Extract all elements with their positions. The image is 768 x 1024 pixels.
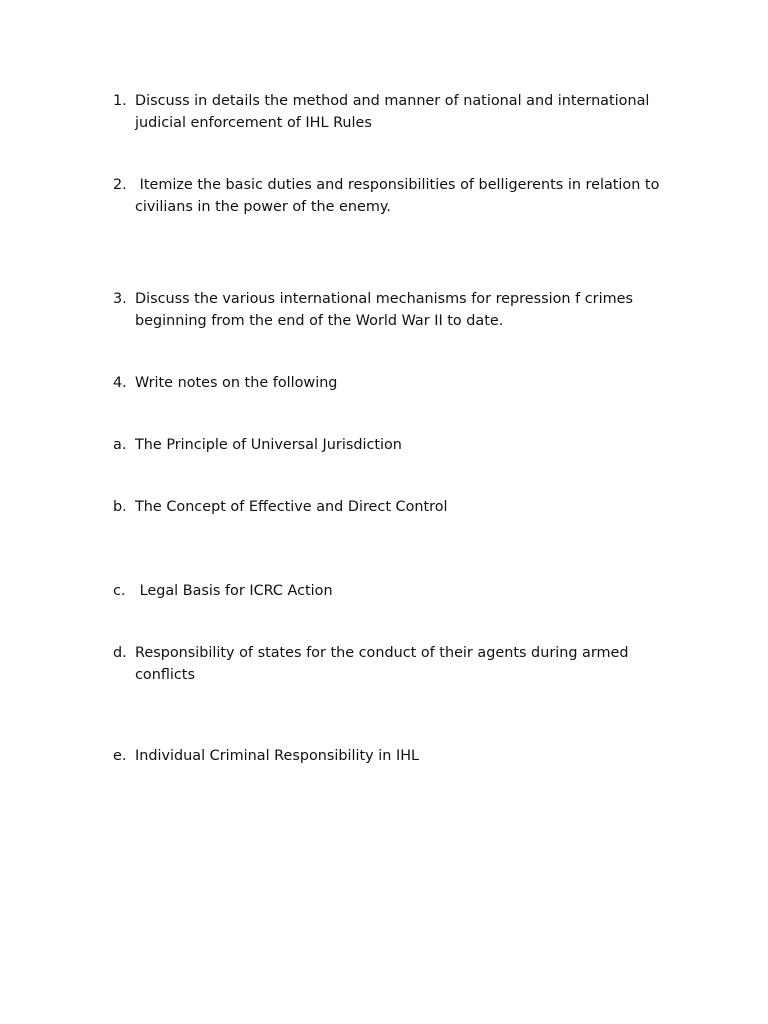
sub-item-letter: a. (113, 437, 127, 453)
sub-item-letter: b. (113, 499, 127, 515)
sub-item-d (113, 643, 683, 686)
question-text: Write notes on the following (135, 375, 338, 391)
sub-item-b (113, 497, 683, 519)
sub-item-e (113, 746, 683, 768)
question-number: 3. (113, 291, 127, 307)
question-1 (113, 91, 683, 134)
question-2 (113, 175, 683, 218)
sub-item-letter: d. (113, 645, 127, 661)
sub-item-letter: c. (113, 583, 126, 599)
sub-item-text: The Principle of Universal Jurisdiction (135, 437, 402, 453)
question-number: 1. (113, 93, 127, 109)
question-3 (113, 289, 683, 332)
sub-item-text: The Concept of Effective and Direct Control (135, 499, 448, 515)
question-text: Itemize the basic duties and responsibilities of belligerents in relation to civilians in the power of the enemy. (135, 177, 664, 215)
sub-item-c (113, 581, 683, 603)
question-text: Discuss in details the method and manner of national and international judicial enforcement of IHL Rules (135, 93, 654, 131)
sub-item-text: Individual Criminal Responsibility in IHL (135, 748, 420, 764)
question-text: Discuss the various international mechanisms for repression f crimes beginning from the end of the World War II to date. (135, 291, 638, 329)
sub-item-text: Legal Basis for ICRC Action (135, 583, 333, 599)
question-4 (113, 373, 683, 395)
question-number: 2. (113, 177, 127, 193)
sub-item-text: Responsibility of states for the conduct of their agents during armed conflicts (135, 645, 634, 683)
question-number: 4. (113, 375, 127, 391)
sub-item-a (113, 435, 683, 457)
sub-item-letter: e. (113, 748, 127, 764)
